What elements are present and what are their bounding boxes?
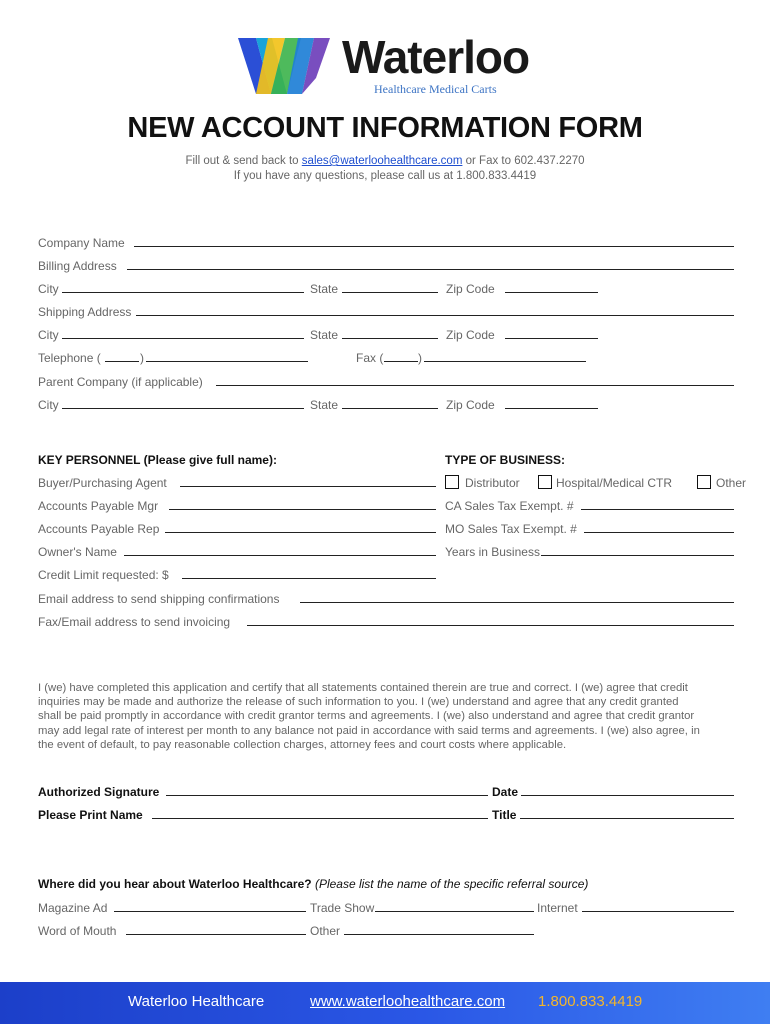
instructions-line-1	[0, 155, 770, 167]
mo-tax-field[interactable]	[584, 532, 734, 533]
print-name-label: Please Print Name	[38, 808, 143, 822]
business-type-heading: TYPE OF BUSINESS:	[445, 453, 566, 467]
referral-hint: (Please list the name of the specific referral source)	[314, 877, 589, 891]
instructions-line-2: If you have any questions, please call us at 1.800.833.4419	[233, 170, 537, 182]
billing-state-label: State	[310, 282, 339, 296]
trade-show-label: Trade Show	[310, 901, 375, 915]
footer-bar	[0, 982, 770, 1024]
footer-company: Waterloo Healthcare	[128, 993, 265, 1010]
footer-phone: 1.800.833.4419	[538, 993, 643, 1010]
parent-city-label: City	[38, 398, 59, 412]
parent-state-label: State	[310, 398, 339, 412]
title-label: Title	[492, 808, 517, 822]
brand-name: Waterloo	[342, 31, 530, 83]
parent-company-label: Parent Company (if applicable)	[38, 375, 203, 389]
email-shipping-label: Email address to send shipping confirmations	[38, 592, 280, 606]
shipping-zip-label: Zip Code	[446, 328, 495, 342]
telephone-area-code-field[interactable]	[105, 361, 139, 362]
mo-tax-label: MO Sales Tax Exempt. #	[445, 522, 577, 536]
billing-zip-field[interactable]	[505, 292, 598, 293]
years-in-business-field[interactable]	[541, 555, 734, 556]
owner-label: Owner's Name	[38, 545, 117, 559]
shipping-address-label: Shipping Address	[38, 305, 132, 319]
authorized-signature-field[interactable]	[166, 795, 488, 796]
billing-zip-label: Zip Code	[446, 282, 495, 296]
billing-state-field[interactable]	[342, 292, 438, 293]
telephone-label: Telephone (	[38, 351, 101, 365]
owner-field[interactable]	[124, 555, 436, 556]
telephone-paren-close: )	[140, 351, 144, 365]
sales-email-link[interactable]: sales@waterloohealthcare.com	[301, 155, 463, 167]
telephone-field[interactable]	[146, 361, 308, 362]
shipping-state-field[interactable]	[342, 338, 438, 339]
years-in-business-label: Years in Business	[445, 545, 540, 559]
other-business-label: Other	[716, 476, 747, 490]
magazine-field[interactable]	[114, 911, 306, 912]
fax-invoicing-field[interactable]	[247, 625, 734, 626]
ap-mgr-label: Accounts Payable Mgr	[38, 499, 159, 513]
word-of-mouth-field[interactable]	[126, 934, 306, 935]
distributor-label: Distributor	[465, 476, 520, 490]
ca-tax-field[interactable]	[581, 509, 734, 510]
instructions-suffix: or Fax to 602.437.2270	[465, 155, 585, 167]
date-field[interactable]	[521, 795, 734, 796]
referral-question-text: Where did you hear about Waterloo Healthcare?	[38, 877, 312, 891]
parent-company-field[interactable]	[216, 385, 734, 386]
credit-limit-label: Credit Limit requested: $	[38, 568, 169, 582]
hospital-checkbox[interactable]	[538, 475, 552, 489]
shipping-city-label: City	[38, 328, 59, 342]
date-label: Date	[492, 785, 519, 799]
billing-address-field[interactable]	[127, 269, 734, 270]
title-field[interactable]	[520, 818, 734, 819]
certification-paragraph: I (we) have completed this application and certify that all statements contained therein are true and correct. I (we) agree that credit inquiries may be made and authorize the release of such information to you. I (we) understand and agree that any credit granted shall be paid promptly in accordance with credit grantor terms and agreements. I (we) also understand and agree that credit grantor may add legal rate of interest per month to any balance not paid in accordance with said terms and agreements. I (we) also agree, in the event of default, to pay reasonable collection charges, attorney fees and court costs where applicable.	[38, 682, 700, 751]
shipping-city-field[interactable]	[62, 338, 304, 339]
internet-label: Internet	[537, 901, 578, 915]
fax-paren-close: )	[418, 351, 422, 365]
ap-mgr-field[interactable]	[169, 509, 436, 510]
company-name-field[interactable]	[134, 246, 734, 247]
billing-address-label: Billing Address	[38, 259, 117, 273]
form-title: NEW ACCOUNT INFORMATION FORM	[127, 112, 643, 144]
credit-limit-field[interactable]	[182, 578, 436, 579]
distributor-checkbox[interactable]	[445, 475, 459, 489]
ap-rep-label: Accounts Payable Rep	[38, 522, 160, 536]
hospital-label: Hospital/Medical CTR	[556, 476, 673, 490]
magazine-label: Magazine Ad	[38, 901, 108, 915]
instructions-prefix: Fill out & send back to	[185, 155, 299, 167]
ap-rep-field[interactable]	[165, 532, 436, 533]
parent-zip-label: Zip Code	[446, 398, 495, 412]
email-shipping-field[interactable]	[300, 602, 734, 603]
key-personnel-heading: KEY PERSONNEL (Please give full name):	[38, 453, 277, 467]
referral-question	[38, 877, 588, 891]
internet-field[interactable]	[582, 911, 734, 912]
fax-label: Fax (	[356, 351, 384, 365]
fax-area-code-field[interactable]	[384, 361, 418, 362]
other-referral-field[interactable]	[344, 934, 534, 935]
other-referral-label: Other	[310, 924, 341, 938]
billing-city-label: City	[38, 282, 59, 296]
print-name-field[interactable]	[152, 818, 488, 819]
fax-field[interactable]	[424, 361, 586, 362]
buyer-label: Buyer/Purchasing Agent	[38, 476, 167, 490]
trade-show-field[interactable]	[375, 911, 534, 912]
company-name-label: Company Name	[38, 236, 125, 250]
parent-city-field[interactable]	[62, 408, 304, 409]
brand-tagline: Healthcare Medical Carts	[374, 82, 497, 96]
buyer-field[interactable]	[180, 486, 436, 487]
fax-invoicing-label: Fax/Email address to send invoicing	[38, 615, 231, 629]
shipping-state-label: State	[310, 328, 339, 342]
word-of-mouth-label: Word of Mouth	[38, 924, 117, 938]
ca-tax-label: CA Sales Tax Exempt. #	[445, 499, 574, 513]
waterloo-w-logo-icon	[238, 38, 332, 94]
parent-zip-field[interactable]	[505, 408, 598, 409]
authorized-signature-label: Authorized Signature	[38, 785, 160, 799]
shipping-address-field[interactable]	[136, 315, 734, 316]
other-business-checkbox[interactable]	[697, 475, 711, 489]
billing-city-field[interactable]	[62, 292, 304, 293]
parent-state-field[interactable]	[342, 408, 438, 409]
shipping-zip-field[interactable]	[505, 338, 598, 339]
footer-website-link[interactable]: www.waterloohealthcare.com	[310, 993, 506, 1010]
